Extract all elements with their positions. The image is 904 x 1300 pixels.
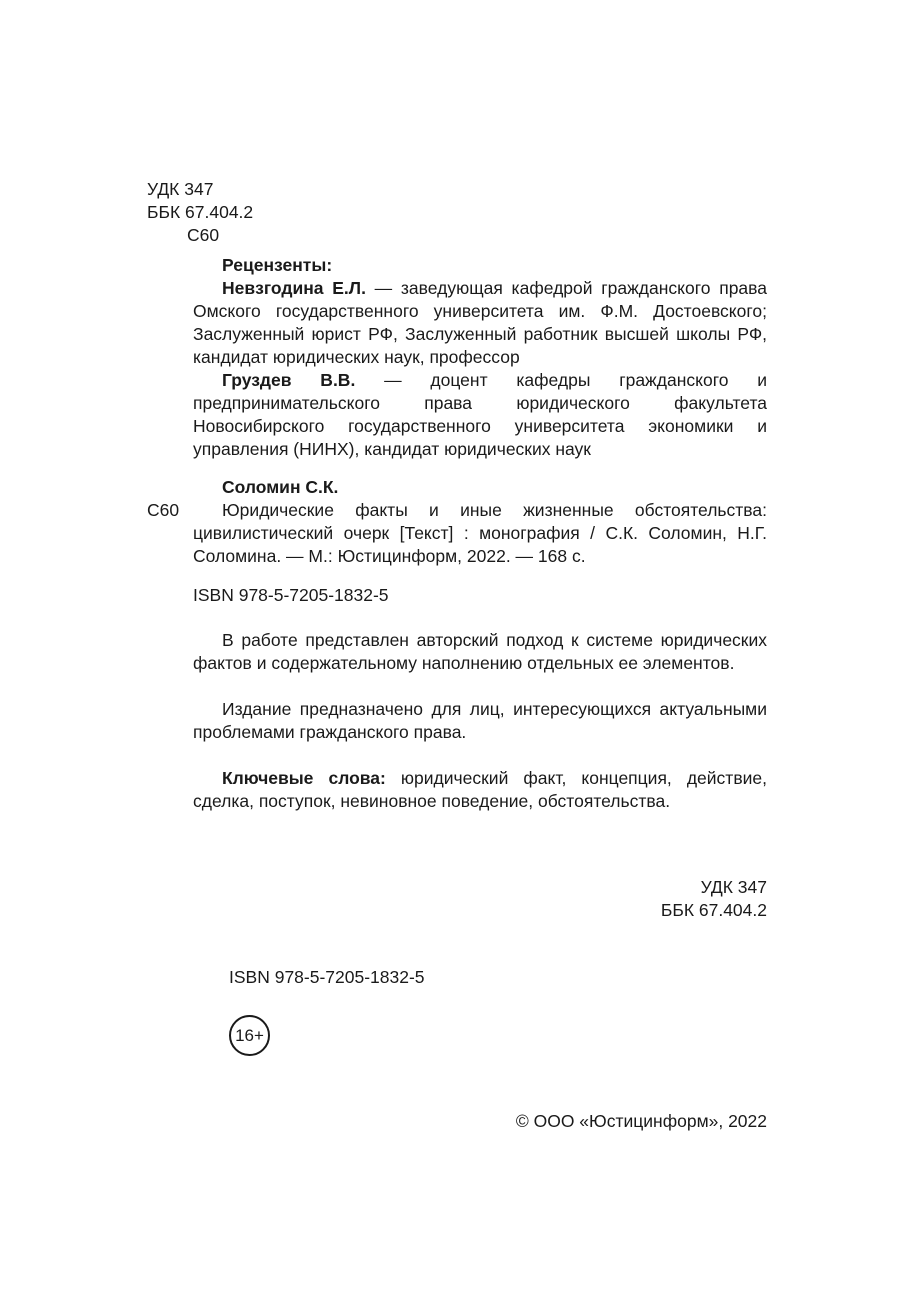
udk-top: УДК 347	[147, 179, 214, 199]
author-mark-top: С60	[187, 225, 220, 245]
annotation-paragraph-2: Издание предназначено для лиц, интересующихся актуальными проблемами гражданского права.	[193, 699, 767, 742]
copyright: © ООО «Юстицинформ», 2022	[515, 1111, 767, 1131]
keywords	[193, 767, 767, 813]
reviewer-1-name: Невзгодина Е.Л.	[222, 278, 366, 298]
annotation-paragraph-1: В работе представлен авторский подход к системе юридических фактов и содержательному наполнению отдельных ее элементов.	[193, 630, 767, 673]
reviewers-heading: Рецензенты:	[222, 255, 333, 275]
age-rating-text: 16+	[235, 1026, 264, 1045]
keywords-label: Ключевые слова:	[222, 768, 386, 788]
biblio-description: Юридические факты и иные жизненные обстоятельства: цивилистический очерк [Текст] : монография / С.К. Соломин, Н.Г. Соломина. — М.: Юстицинформ, 2022. — 168 с.	[193, 500, 767, 566]
reviewer-2-name: Груздев В.В.	[222, 370, 356, 390]
bbk-top: ББК 67.404.2	[147, 202, 254, 222]
keywords-text: юридический факт, концепция, действие, сделка, поступок, невиновное поведение, обстоятельства.	[193, 768, 767, 811]
biblio-author: Соломин С.К.	[222, 477, 339, 497]
bottom-isbn: ISBN 978-5-7205-1832-5	[229, 967, 425, 987]
reviewer-1-text: — заведующая кафедрой гражданского права Омского государственного университета им. Ф.М. Достоевского; Заслуженный юрист РФ, Заслуженный работник высшей школы РФ, кандидат юридических наук, профессор	[193, 278, 767, 367]
reviewer-2	[193, 369, 767, 461]
biblio-isbn: ISBN 978-5-7205-1832-5	[193, 585, 389, 605]
age-rating-badge	[229, 1015, 270, 1056]
reviewer-1	[193, 277, 767, 369]
biblio-mark: С60	[147, 500, 180, 520]
bbk-bottom: ББК 67.404.2	[660, 900, 767, 920]
reviewer-2-text: — доцент кафедры гражданского и предпринимательского права юридического факультета Новосибирского государственного университета экономики и управления (НИНХ), кандидат юридических наук	[193, 370, 768, 459]
udk-bottom: УДК 347	[700, 877, 767, 897]
